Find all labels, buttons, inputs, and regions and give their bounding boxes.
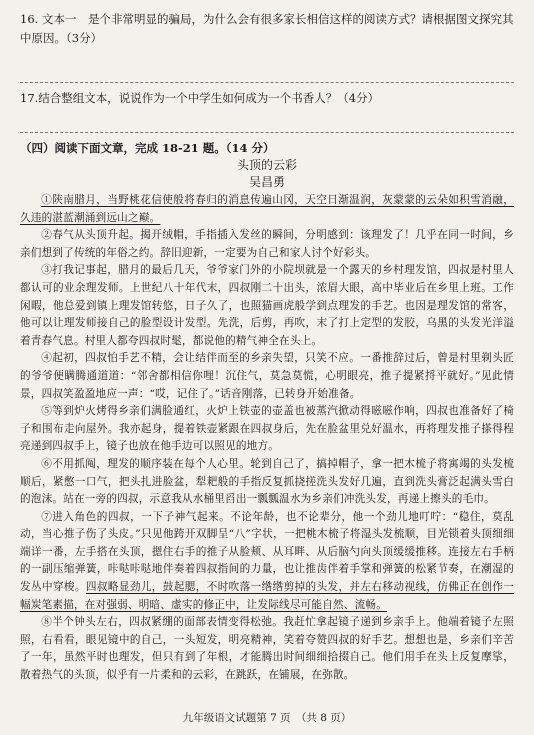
answer-space-17	[20, 108, 514, 128]
paragraph-1	[20, 192, 514, 227]
paragraph-2: ②春气从头顶升起。揭开绒帽，手指插入发丝的瞬间，分明感到：该理发了！几乎在同一时间，乡亲们想到了传统的年俗之约。辞旧迎新，一定要为自己和家人讨个好彩头。	[20, 229, 514, 259]
underlined-text: 四叔略显劲儿，鼓起腮，不时吹落一绺绺剪掉的头发，并左右移动视线，仿佛正在创作一幅炭笔素描，在对强弱、明暗、虚实的修正中，让发际线尽可能自然、流畅。	[20, 581, 515, 611]
paragraph-7	[20, 509, 514, 615]
paragraph-4: ④起初，四叔怕手艺不精，会让结伴而至的乡亲失望，只笑不应。一番推辞过后，曾是村里剃头匠的爷爷便瞒腾通道道：“邻舍都相信你哩！沉住气，莫急莫慌，心明眼亮，推子提紧捋平就好。”见此情景，四叔笑盈盈地应一声：“哎，记住了。”话音刚落，已转身开始准备。	[20, 352, 514, 400]
article-author: 吴昌勇	[248, 175, 285, 189]
page-footer: 九年级语文试题第 7 页 （共 8 页）	[182, 712, 352, 724]
paragraph-3: ③打我记事起，腊月的最后几天，爷爷家门外的小院坝就是一个露天的乡村理发馆，四叔是村里人都认可的业余理发师。上世纪八十年代末，四叔刚二十出头，浓眉大眼，高中毕业后在乡里上班。工作闲暇，他总爱到镇上理发馆转悠，日子久了，也照猫画虎般学到点理发的手艺。也因是理发馆的常客，他可以让理发师接自己的脸型设计发型。先洗，后剪，再吹，末了打上定型的发胶，乌黑的头发光洋溢着青春气息。村里人都夸四叔时髦，都说他的精气神全在头上。	[20, 264, 514, 347]
paragraph-5: ⑤等到炉火烤得乡亲们满脸通红，火炉上铁壶的壶盖也被蒸汽掀动得嗞嗞作响，四叔也准备好了椅子和围布走向屋外。我亦起身，提着铁壶紧跟在四叔身后，先在脸盆里兑好温水，再将理发推子搽得程亮递到四叔手上，镜子也放在他手边可以照见的地方。	[20, 405, 514, 453]
paragraph-7-text: ⑦进入角色的四叔，一下子神气起来。不论年龄，也不论辈分，他一个劲儿地叮咛：“稳住，莫乱动，当心推子伤了头皮。”只见他跨开双脚呈“八”字状，一把桃木梳子将湿头发梳顺，目光锁着头顶细细端详一番，左手搭在头顶，摁住右手的推子从脸颊、从耳畔、从后脑勺向头顶缓缓推移。连接左右手柄的一副压缩弹簧，咔哒咔哒地伴奏着四叔指间的力量，也让推齿伴着手掌和弹簧的松紧节奏，在潮湿的发丛中穿梭。	[20, 510, 514, 594]
answer-space-16	[20, 48, 514, 78]
underlined-text: ①陕南腊月，当野桃花信使般将春归的消息传遍山冈，天空日渐温润，灰蒙蒙的云朵如积雪消融，久违的湛蓝潮涌到远山之巅。	[20, 194, 514, 224]
question-16: 16. 文本一 是个非常明显的骗局，为什么会有很多家长相信这样的阅读方式？请根据图文探究其中原因。（3分）	[20, 12, 514, 45]
divider-line	[20, 82, 514, 83]
paragraph-8: ⑧半个钟头左右，四叔紧绷的面部表情变得松弛。我赶忙拿起镜子递到乡亲手上。他端着镜子左照照，右看看，眼见镜中的自己，一头短发，明亮精神，笑着夸赞四叔的好手艺。想想也是，乡亲们辛苦了一年，虽然平时也理发，但只有到了年根，才能腾出时间细细拾掇自己。他们用手在头上反复摩挲，散着热气的头顶，似乎有一片柔和的云彩，在跳跃，在铺展，在弥散。	[20, 616, 514, 682]
section-heading: （四）阅读下面文章，完成 18-21 题。（14 分）	[20, 141, 275, 155]
paragraph-6: ⑥不用抓阄，理发的顺序装在每个人心里。轮到自己了，搞掉帽子，拿一把木梳子将寓竭的头发梳顺后，紧憋一口气，把头扎进脸盆，犁耙般的手指反复抓挠搓洗头发好几遍，直到洗头膏泛起满头雪白的泡沫。站在一旁的四叔，示意我从水桶里舀出一瓢瓢温水为乡亲们冲洗头发，再递上擦头的毛巾。	[20, 457, 514, 506]
article-title: 头顶的云彩	[236, 158, 297, 172]
divider-line	[20, 132, 514, 133]
question-17: 17.结合整组文本，说说作为一个中学生如何成为一个书香人？（4分）	[20, 91, 380, 105]
